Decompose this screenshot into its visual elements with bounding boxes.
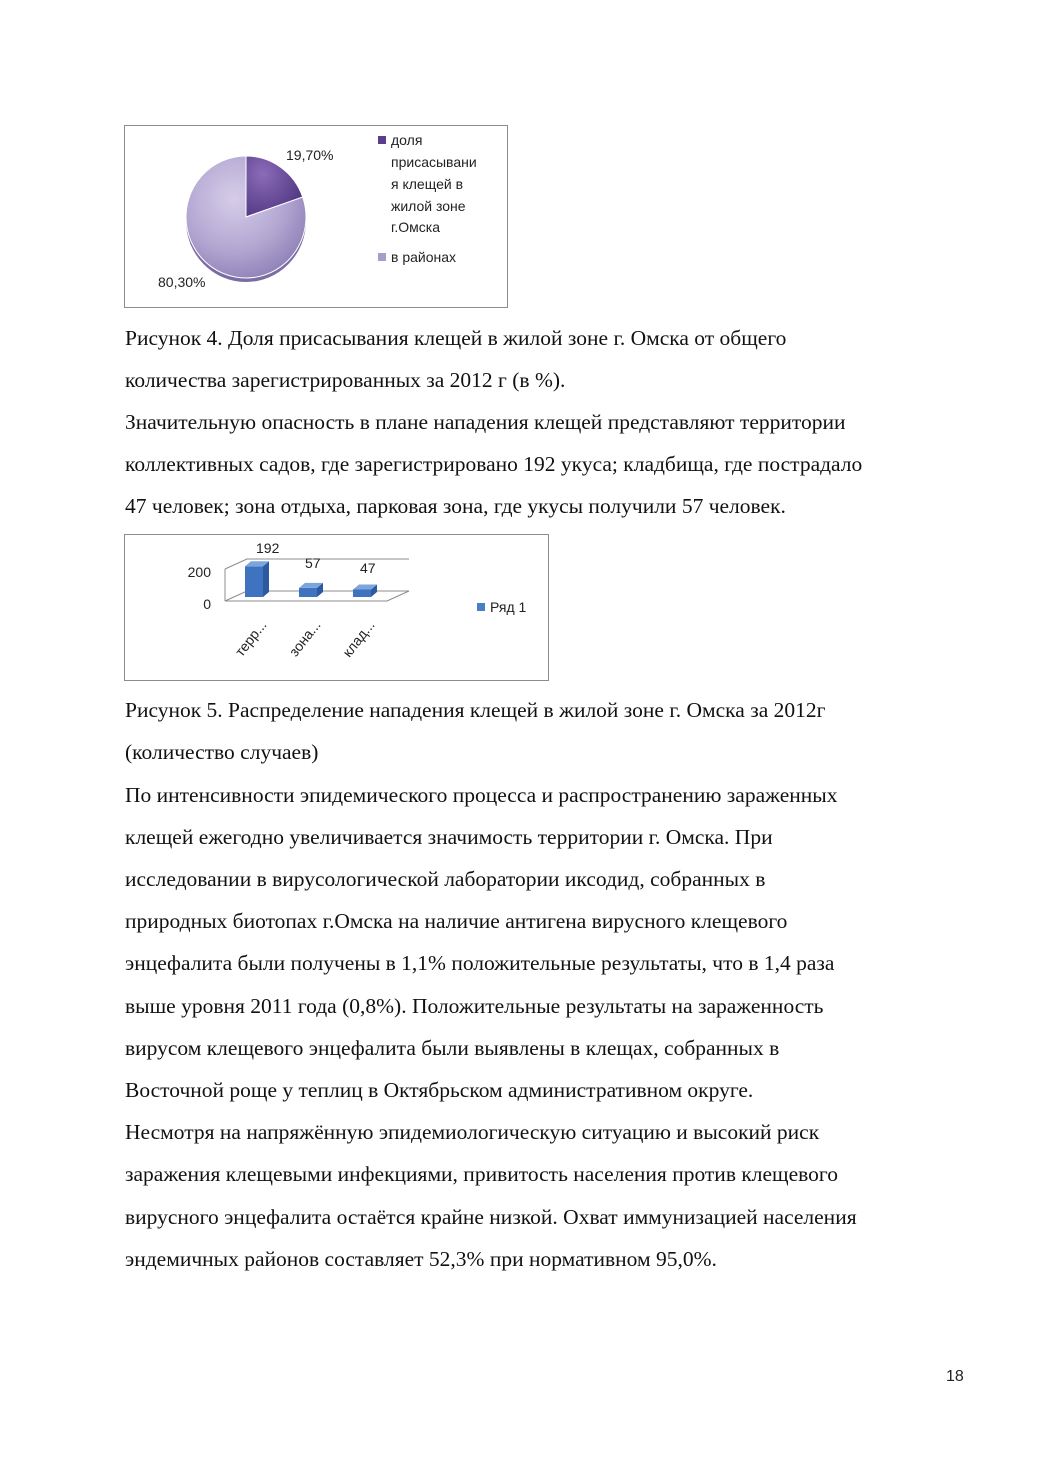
gridline-200-side: [225, 559, 247, 569]
bar-2: [299, 583, 323, 597]
legend-line: г.Омска: [391, 219, 441, 235]
paragraph-2-line-7: вирусом клещевого энцефалита были выявлены в клещах, собранных в: [125, 1036, 780, 1060]
bar-1: [245, 561, 269, 597]
category-label-2: зона...: [285, 617, 324, 660]
y-tick-label-200: 200: [187, 564, 211, 580]
paragraph-2-line-4: природных биотопах г.Омска на наличие антигена вирусного клещевого: [125, 909, 788, 933]
bar-side: [263, 561, 269, 597]
paragraph-2-line-11: вирусного энцефалита остаётся крайне низкой. Охват иммунизацией населения: [125, 1205, 857, 1229]
bar-front: [299, 588, 317, 597]
legend-swatch-series-1: [477, 603, 485, 611]
category-label-3: клад...: [339, 617, 378, 661]
figure-5-caption-line-1: Рисунок 5. Распределение нападения клещей в жилой зоне г. Омска за 2012г: [125, 698, 826, 722]
bar-data-label-1: 192: [256, 540, 280, 556]
y-tick-label-0: 0: [203, 596, 211, 612]
category-label-1: терр...: [231, 617, 270, 660]
figure-4-caption-line-2: количества зарегистрированных за 2012 г (в %).: [125, 368, 566, 392]
bar-front: [245, 566, 263, 597]
paragraph-2-line-9: Несмотря на напряжённую эпидемиологическую ситуацию и высокий риск: [125, 1120, 820, 1144]
legend-line: жилой зоне: [391, 198, 466, 214]
legend-entry-2: в районах: [378, 247, 456, 268]
paragraph-2-line-5: энцефалита были получены в 1,1% положительные результаты, что в 1,4 раза: [125, 951, 835, 975]
paragraph-2-line-8: Восточной роще у теплиц в Октябрьском административном округе.: [125, 1078, 754, 1102]
bar-front: [353, 589, 371, 597]
paragraph-2-line-2: клещей ежегодно увеличивается значимость территории г. Омска. При: [125, 825, 773, 849]
bar-3: [353, 584, 377, 597]
paragraph-2-line-1: По интенсивности эпидемического процесса и распространению зараженных: [125, 783, 838, 807]
pie-chart-frame: [124, 125, 508, 308]
page-number: 18: [946, 1368, 964, 1385]
bar-legend: [477, 597, 526, 618]
figure-4-caption-line-1: Рисунок 4. Доля присасывания клещей в жилой зоне г. Омска от общего: [125, 326, 787, 350]
bar-data-label-3: 47: [360, 560, 376, 576]
pie-data-label-2: 80,30%: [158, 274, 206, 290]
paragraph-1-line-2: коллективных садов, где зарегистрировано 192 укуса; кладбища, где пострадало: [125, 452, 863, 476]
paragraph-2-line-6: выше уровня 2011 года (0,8%). Положительные результаты на зараженность: [125, 994, 824, 1018]
paragraph-2-line-10: заражения клещевыми инфекциями, привитость населения против клещевого: [125, 1162, 838, 1186]
legend-swatch-1: [378, 136, 386, 144]
paragraph-2-line-12: эндемичных районов составляет 52,3% при нормативном 95,0%.: [125, 1247, 717, 1271]
legend-line: присасывани: [391, 154, 477, 170]
paragraph-2-line-3: исследовании в вирусологической лаборатории иксодид, собранных в: [125, 867, 766, 891]
bar-data-label-2: 57: [305, 555, 321, 571]
paragraph-1-line-3: 47 человек; зона отдыха, парковая зона, где укусы получили 57 человек.: [125, 494, 786, 518]
legend-series-name: Ряд 1: [490, 599, 527, 615]
legend-swatch-2: [378, 253, 386, 261]
legend-line: я клещей в: [391, 176, 464, 192]
legend-entry-1: [378, 130, 422, 151]
paragraph-1-line-1: Значительную опасность в плане нападения клещей представляют территории: [125, 410, 846, 434]
figure-5-caption-line-2: (количество случаев): [125, 740, 319, 764]
pie-data-label-1: 19,70%: [286, 147, 334, 163]
legend-line: доля: [391, 132, 423, 148]
bar-chart-frame: [124, 534, 549, 681]
